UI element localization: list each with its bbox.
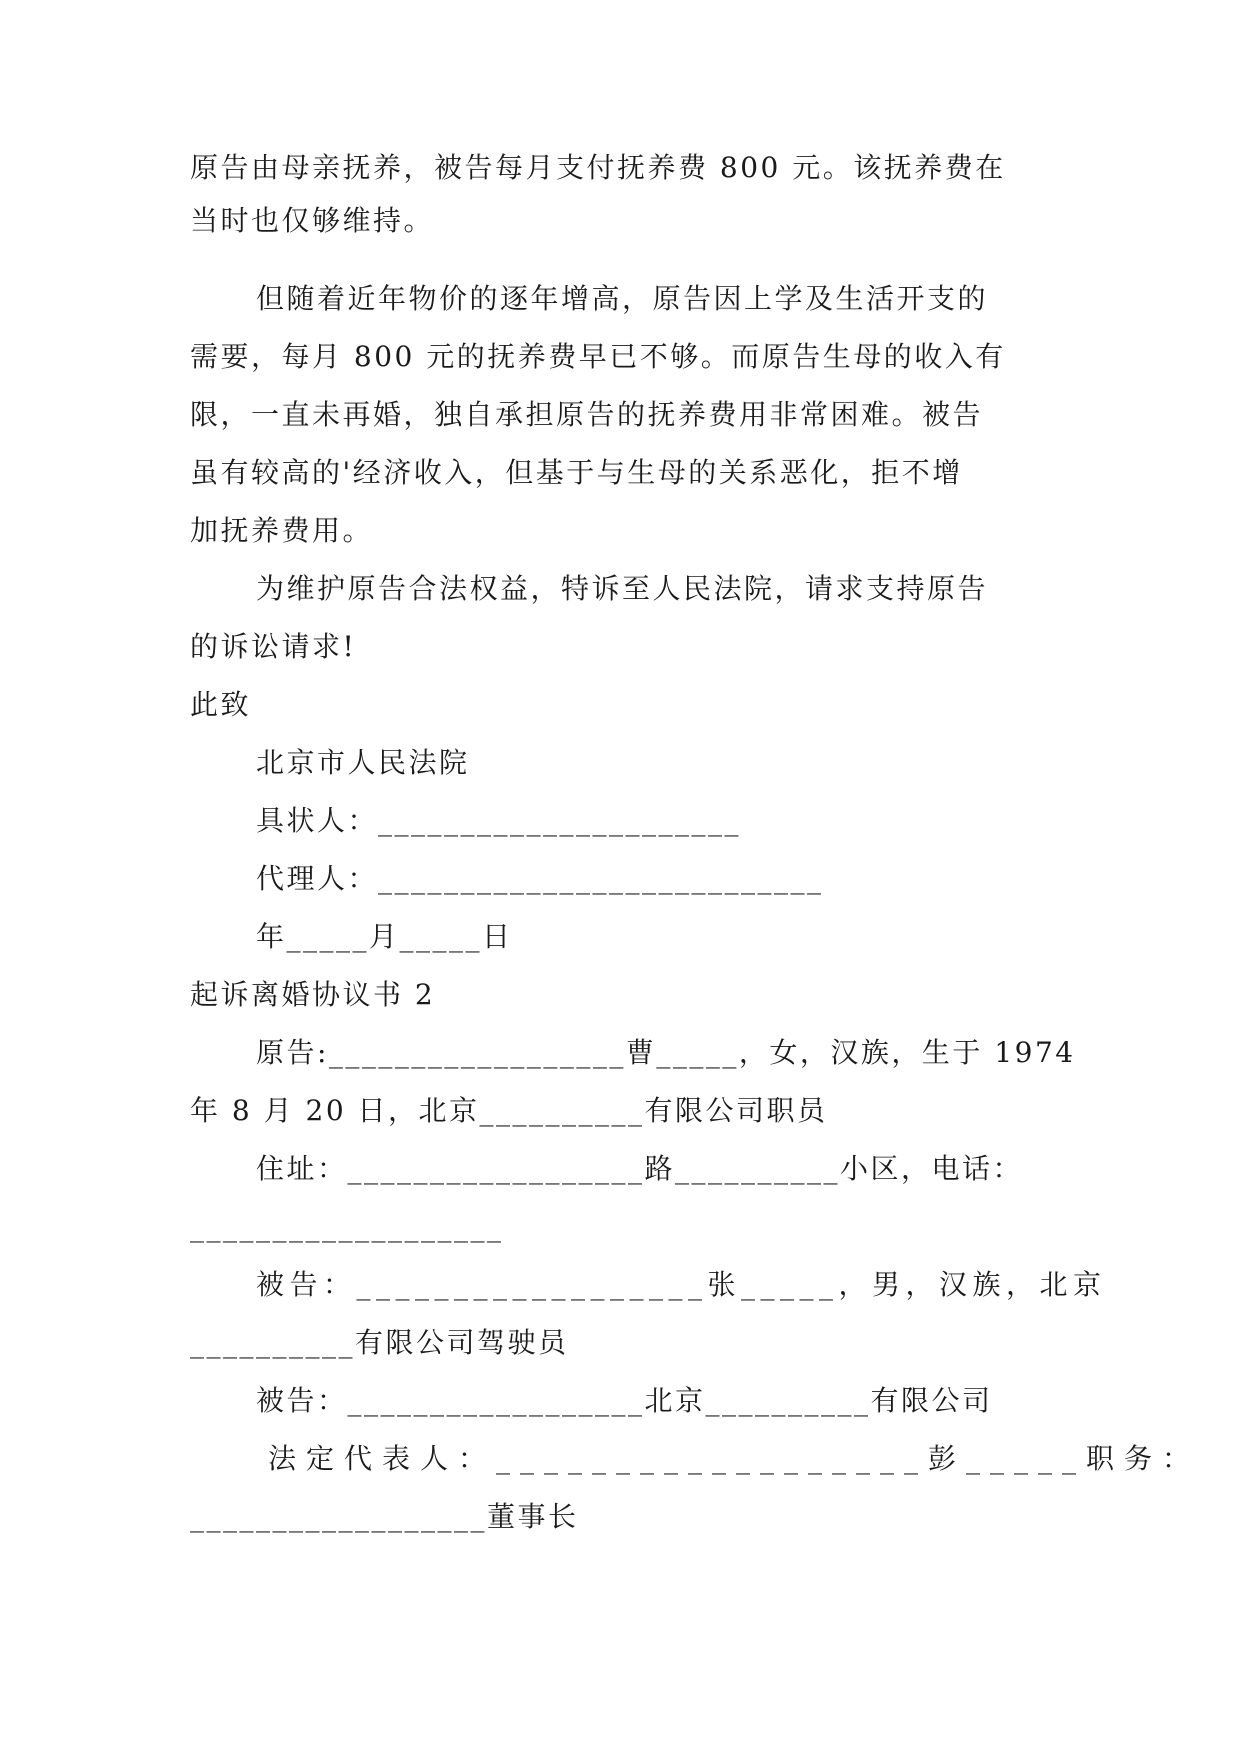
section-title: 起诉离婚协议书 2 [190,978,436,1011]
defendant-company-line: 被告：__________________北京__________有限公司 [256,1384,993,1417]
legal-representative-line-continued: __________________董事长 [190,1500,579,1533]
paragraph-line: 需要，每月 800 元的抚养费早已不够。而原告生母的收入有 [190,340,1006,373]
plaintiff-line-continued: 年 8 月 20 日，北京__________有限公司职员 [190,1094,828,1127]
paragraph-line: 为维护原告合法权益，特诉至人民法院，请求支持原告 [256,572,989,605]
plaintiff-signature-line: 具状人：______________________ [256,804,742,837]
paragraph-line: 但随着近年物价的逐年增高，原告因上学及生活开支的 [256,282,989,315]
address-line: 住址：__________________路__________小区，电话： [256,1152,1024,1185]
court-name: 北京市人民法院 [256,746,470,779]
defendant-line: 被告：__________________张_____，男，汉族，北京 [256,1268,1107,1301]
phone-blank-line: ___________________ [190,1210,504,1243]
salutation: 此致 [190,688,252,721]
agent-signature-line: 代理人：___________________________ [256,862,824,895]
paragraph-line: 加抚养费用。 [190,514,374,547]
paragraph-line: 当时也仅够维持。 [190,204,435,237]
date-line: 年_____月_____日 [256,920,513,953]
paragraph-line: 的诉讼请求! [190,630,357,663]
paragraph-line: 限，一直未再婚，独自承担原告的抚养费用非常困难。被告 [190,398,984,431]
defendant-line-continued: __________有限公司驾驶员 [190,1326,569,1359]
paragraph-line: 原告由母亲抚养，被告每月支付抚养费 800 元。该抚养费在 [190,151,1006,184]
legal-representative-line: 法定代表人：__________________彭_____职务： [268,1442,1201,1475]
paragraph-line: 虽有较高的'经济收入，但基于与生母的关系恶化，拒不增 [190,456,963,489]
plaintiff-line: 原告:__________________曹_____，女，汉族，生于 1974 [256,1036,1076,1069]
